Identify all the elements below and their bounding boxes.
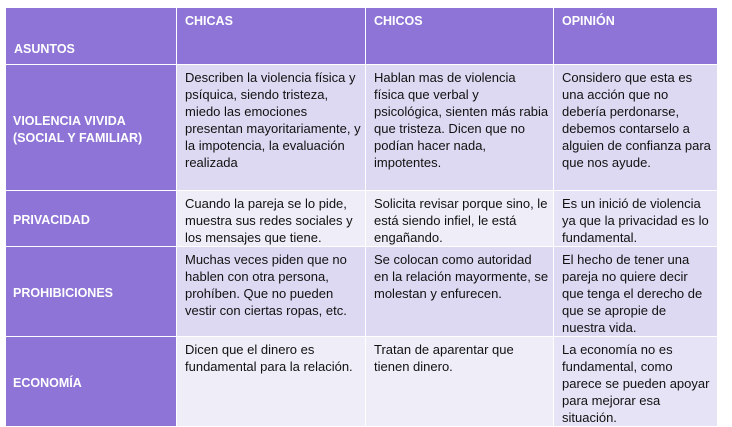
cell-opinion: Considero que esta es una acción que no debería perdonarse, debemos contarselo a alguien de confianza para que nos ayude. <box>554 65 718 191</box>
cell-chicos: Hablan mas de violencia física que verbal y psicológica, sienten más rabia que tristeza. Dicen que no podían hacer nada, impotentes. <box>366 65 554 191</box>
header-asuntos: ASUNTOS <box>6 8 177 65</box>
row-asunto-privacidad: PRIVACIDAD <box>6 191 177 247</box>
cell-chicos: Solicita revisar porque sino, le está siendo infiel, le está engañando. <box>366 191 554 247</box>
cell-chicas: Dicen que el dinero es fundamental para la relación. <box>177 337 366 427</box>
cell-opinion: Es un inició de violencia ya que la privacidad es lo fundamental. <box>554 191 718 247</box>
cell-opinion: La economía no es fundamental, como parece se pueden apoyar para mejorar esa situación. <box>554 337 718 427</box>
row-asunto-violencia: VIOLENCIA VIVIDA (SOCIAL Y FAMILIAR) <box>6 65 177 191</box>
table-row <box>6 191 718 247</box>
cell-chicos: Se colocan como autoridad en la relación mayormente, se molestan y enfurecen. <box>366 247 554 337</box>
row-asunto-prohibiciones: PROHIBICIONES <box>6 247 177 337</box>
header-row <box>6 8 718 65</box>
table-row <box>6 247 718 337</box>
row-asunto-economia: ECONOMÍA <box>6 337 177 427</box>
cell-opinion: El hecho de tener una pareja no quiere decir que tenga el derecho de que se apropie de nuestra vida. <box>554 247 718 337</box>
comparison-table <box>5 7 718 427</box>
cell-chicas: Muchas veces piden que no hablen con otra persona, prohíben. Que no pueden vestir con ciertas ropas, etc. <box>177 247 366 337</box>
header-chicas: CHICAS <box>177 8 366 65</box>
header-chicos: CHICOS <box>366 8 554 65</box>
header-opinion: OPINIÓN <box>554 8 718 65</box>
table-row <box>6 337 718 427</box>
cell-chicos: Tratan de aparentar que tienen dinero. <box>366 337 554 427</box>
cell-chicas: Cuando la pareja se lo pide, muestra sus redes sociales y los mensajes que tiene. <box>177 191 366 247</box>
cell-chicas: Describen la violencia física y psíquica, siendo tristeza, miedo las emociones presentan mayoritariamente, y la impotencia, la evaluación realizada <box>177 65 366 191</box>
table-row <box>6 65 718 191</box>
